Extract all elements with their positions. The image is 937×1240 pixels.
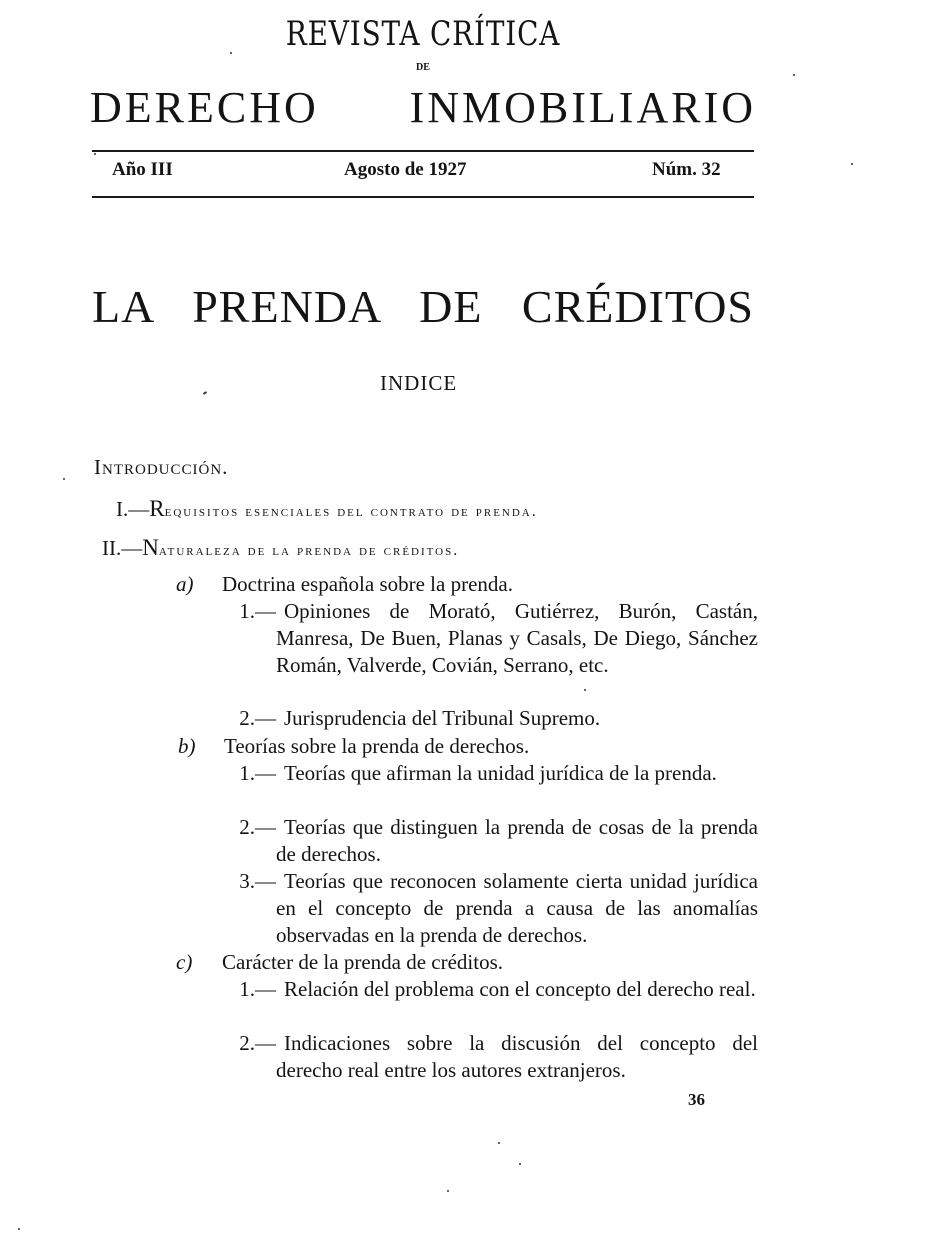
index-heading: INDICE xyxy=(380,371,458,395)
page-number: 36 xyxy=(688,1090,705,1109)
toc-section-number: I.— xyxy=(116,497,150,521)
header-rule-top xyxy=(92,150,754,152)
toc-section-number: II.— xyxy=(102,536,143,560)
issue-number: Núm. 32 xyxy=(652,159,721,180)
item-text: Relación del problema con el concepto del derecho real. xyxy=(284,977,756,1001)
journal-name: REVISTA CRÍTICA xyxy=(285,14,561,54)
subsection-title: Teorías sobre la prenda de derechos. xyxy=(224,734,530,758)
toc-section-title: equisitos esenciales del contrato de prenda. xyxy=(164,503,538,520)
toc-section-title: aturaleza de la prenda de créditos. xyxy=(158,542,460,559)
item-number: 1.— xyxy=(239,977,276,1001)
item-number: 2.— xyxy=(239,1031,276,1055)
scan-speck xyxy=(793,74,795,76)
item-number: 1.— xyxy=(239,599,276,623)
header-rule-bottom xyxy=(92,196,754,198)
subsection-letter: c) xyxy=(176,950,193,974)
toc-section-initial: N xyxy=(142,535,159,560)
journal-name-connector: DE xyxy=(416,62,430,73)
scan-speck xyxy=(498,1142,500,1144)
toc-section-i xyxy=(116,495,538,525)
article-title: LA PRENDA DE CRÉDITOS xyxy=(92,281,754,332)
issue-year: Año III xyxy=(112,159,173,180)
subsection-letter: a) xyxy=(176,572,194,596)
item-number: 2.— xyxy=(239,815,276,839)
toc-introduction: Introducción. xyxy=(94,455,229,479)
item-text: Teorías que distinguen la prenda de cosas de la prenda de derechos. xyxy=(276,815,758,866)
scan-speck xyxy=(230,52,232,54)
toc-section-initial: R xyxy=(149,496,165,521)
item-text: Opiniones de Morató, Gutiérrez, Burón, Castán, Manresa, De Buen, Planas y Casals, De Diego, Sánchez Román, Valverde, Covián, Serrano, etc. xyxy=(276,599,758,677)
scan-speck xyxy=(584,689,586,691)
scan-speck xyxy=(447,1190,449,1192)
subsection-title: Doctrina española sobre la prenda. xyxy=(222,572,513,596)
scan-speck xyxy=(18,1228,20,1230)
scan-speck xyxy=(94,153,96,155)
scan-speck xyxy=(851,163,853,165)
subsection-title: Carácter de la prenda de créditos. xyxy=(222,950,504,974)
item-text: Indicaciones sobre la discusión del concepto del derecho real entre los autores extranjeros. xyxy=(276,1031,758,1082)
item-number: 2.— xyxy=(239,706,276,730)
item-number: 1.— xyxy=(239,761,276,785)
subsection-letter: b) xyxy=(178,734,196,758)
journal-subject: DERECHO INMOBILIARIO xyxy=(90,83,756,132)
toc-section-ii xyxy=(102,534,459,564)
scan-speck xyxy=(63,478,65,480)
item-text: Teorías que reconocen solamente cierta unidad jurídica en el concepto de prenda a causa de las anomalías observadas en la prenda de derechos. xyxy=(276,869,758,947)
item-text: Teorías que afirman la unidad jurídica de la prenda. xyxy=(284,761,717,785)
scan-speck xyxy=(519,1163,521,1165)
item-text: Jurisprudencia del Tribunal Supremo. xyxy=(284,706,601,730)
item-number: 3.— xyxy=(239,869,276,893)
issue-date: Agosto de 1927 xyxy=(344,159,467,180)
scan-speck xyxy=(203,391,207,395)
